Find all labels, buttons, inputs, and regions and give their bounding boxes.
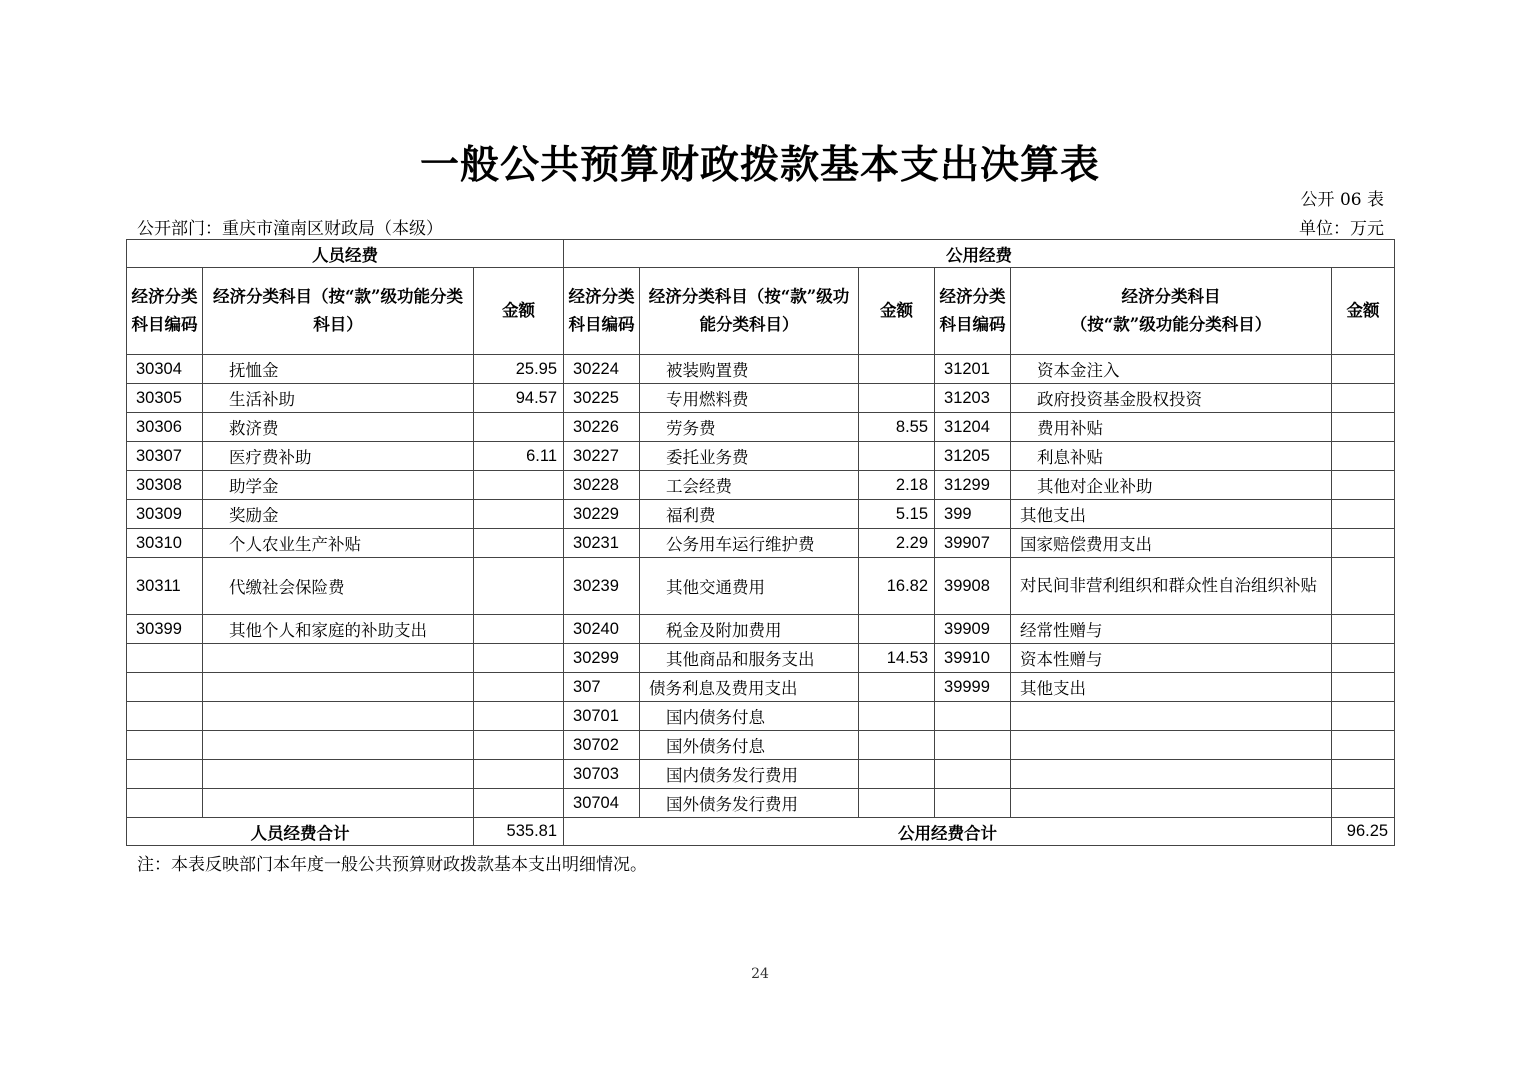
code-personnel xyxy=(127,644,203,673)
item-public: 国内债务发行费用 xyxy=(640,760,859,789)
header-name-line-1: 经济分类科目 xyxy=(1121,287,1221,306)
item-capital xyxy=(1011,789,1332,818)
item-personnel: 医疗费补助 xyxy=(203,442,474,471)
code-capital xyxy=(935,789,1011,818)
personnel-total-label: 人员经费合计 xyxy=(127,818,474,846)
item-public: 税金及附加费用 xyxy=(640,615,859,644)
amount-public: 5.15 xyxy=(859,500,935,529)
form-number: 公开 06 表 xyxy=(1300,190,1384,210)
code-capital: 31204 xyxy=(935,413,1011,442)
code-capital xyxy=(935,760,1011,789)
item-capital xyxy=(1011,731,1332,760)
code-capital: 399 xyxy=(935,500,1011,529)
item-public: 国外债务发行费用 xyxy=(640,789,859,818)
code-personnel: 30305 xyxy=(127,384,203,413)
item-public: 其他交通费用 xyxy=(640,558,859,615)
amount-capital xyxy=(1332,615,1395,644)
code-capital: 39907 xyxy=(935,529,1011,558)
public-total-label: 公用经费合计 xyxy=(564,818,1332,846)
item-capital xyxy=(1011,702,1332,731)
item-public: 委托业务费 xyxy=(640,442,859,471)
header-code: 经济分类科目编码 xyxy=(127,268,203,355)
code-personnel: 30304 xyxy=(127,355,203,384)
amount-capital xyxy=(1332,673,1395,702)
code-public: 307 xyxy=(564,673,640,702)
item-public: 被装购置费 xyxy=(640,355,859,384)
item-personnel: 抚恤金 xyxy=(203,355,474,384)
table-row xyxy=(127,500,1395,529)
amount-personnel: 25.95 xyxy=(474,355,564,384)
table-row xyxy=(127,355,1395,384)
page-title: 一般公共预算财政拨款基本支出决算表 xyxy=(419,142,1100,188)
amount-capital xyxy=(1332,702,1395,731)
department-label: 公开部门：重庆市潼南区财政局（本级） xyxy=(137,219,443,239)
item-personnel: 其他个人和家庭的补助支出 xyxy=(203,615,474,644)
item-personnel xyxy=(203,673,474,702)
amount-capital xyxy=(1332,355,1395,384)
table-row xyxy=(127,442,1395,471)
item-personnel xyxy=(203,789,474,818)
amount-personnel xyxy=(474,558,564,615)
amount-public xyxy=(859,615,935,644)
amount-personnel xyxy=(474,760,564,789)
amount-public xyxy=(859,731,935,760)
code-personnel xyxy=(127,760,203,789)
item-capital: 资本性赠与 xyxy=(1011,644,1332,673)
amount-personnel xyxy=(474,673,564,702)
amount-public xyxy=(859,760,935,789)
table-body xyxy=(127,355,1395,818)
code-public: 30228 xyxy=(564,471,640,500)
item-public: 工会经费 xyxy=(640,471,859,500)
code-personnel: 30307 xyxy=(127,442,203,471)
code-capital xyxy=(935,702,1011,731)
amount-personnel xyxy=(474,789,564,818)
table-row xyxy=(127,644,1395,673)
amount-capital xyxy=(1332,442,1395,471)
item-personnel xyxy=(203,702,474,731)
code-personnel: 30310 xyxy=(127,529,203,558)
code-personnel: 30309 xyxy=(127,500,203,529)
header-name: 经济分类科目（按“款”级功能分类科目） xyxy=(640,268,859,355)
code-capital xyxy=(935,731,1011,760)
header-code: 经济分类科目编码 xyxy=(935,268,1011,355)
header-amount: 金额 xyxy=(859,268,935,355)
amount-public xyxy=(859,355,935,384)
item-capital: 经常性赠与 xyxy=(1011,615,1332,644)
page-number: 24 xyxy=(751,966,769,982)
header-amount: 金额 xyxy=(474,268,564,355)
code-public: 30701 xyxy=(564,702,640,731)
amount-personnel xyxy=(474,615,564,644)
table-row xyxy=(127,615,1395,644)
amount-capital xyxy=(1332,500,1395,529)
amount-capital xyxy=(1332,789,1395,818)
header-name: 经济分类科目（按“款”级功能分类科目） xyxy=(203,268,474,355)
amount-public xyxy=(859,384,935,413)
amount-public: 8.55 xyxy=(859,413,935,442)
amount-capital xyxy=(1332,731,1395,760)
amount-capital xyxy=(1332,529,1395,558)
item-capital: 政府投资基金股权投资 xyxy=(1011,384,1332,413)
amount-public: 2.18 xyxy=(859,471,935,500)
amount-capital xyxy=(1332,558,1395,615)
code-public: 30229 xyxy=(564,500,640,529)
table-row xyxy=(127,384,1395,413)
unit-label: 单位：万元 xyxy=(1299,219,1384,239)
code-public: 30299 xyxy=(564,644,640,673)
code-public: 30703 xyxy=(564,760,640,789)
code-public: 30224 xyxy=(564,355,640,384)
code-capital: 31205 xyxy=(935,442,1011,471)
item-capital: 利息补贴 xyxy=(1011,442,1332,471)
code-capital: 39910 xyxy=(935,644,1011,673)
table-row xyxy=(127,789,1395,818)
amount-capital xyxy=(1332,471,1395,500)
amount-personnel xyxy=(474,413,564,442)
item-personnel xyxy=(203,731,474,760)
amount-public: 14.53 xyxy=(859,644,935,673)
amount-personnel: 6.11 xyxy=(474,442,564,471)
group-personnel: 人员经费 xyxy=(127,240,564,268)
item-personnel: 个人农业生产补贴 xyxy=(203,529,474,558)
item-public: 国外债务付息 xyxy=(640,731,859,760)
item-personnel xyxy=(203,644,474,673)
code-capital: 31203 xyxy=(935,384,1011,413)
amount-personnel xyxy=(474,644,564,673)
amount-public xyxy=(859,673,935,702)
code-public: 30225 xyxy=(564,384,640,413)
table-row xyxy=(127,529,1395,558)
code-public: 30704 xyxy=(564,789,640,818)
item-capital: 其他对企业补助 xyxy=(1011,471,1332,500)
code-personnel xyxy=(127,789,203,818)
code-capital: 39999 xyxy=(935,673,1011,702)
code-public: 30240 xyxy=(564,615,640,644)
code-capital: 31299 xyxy=(935,471,1011,500)
group-public: 公用经费 xyxy=(564,240,1395,268)
item-capital: 其他支出 xyxy=(1011,673,1332,702)
code-public: 30226 xyxy=(564,413,640,442)
item-public: 劳务费 xyxy=(640,413,859,442)
table-row xyxy=(127,760,1395,789)
item-public: 福利费 xyxy=(640,500,859,529)
table-row xyxy=(127,731,1395,760)
amount-personnel xyxy=(474,471,564,500)
table-row xyxy=(127,413,1395,442)
amount-public xyxy=(859,442,935,471)
item-personnel: 助学金 xyxy=(203,471,474,500)
table-row xyxy=(127,673,1395,702)
item-personnel: 代缴社会保险费 xyxy=(203,558,474,615)
personnel-total-value: 535.81 xyxy=(474,818,564,846)
item-capital: 其他支出 xyxy=(1011,500,1332,529)
item-personnel xyxy=(203,760,474,789)
item-public: 专用燃料费 xyxy=(640,384,859,413)
amount-personnel: 94.57 xyxy=(474,384,564,413)
header-name-long xyxy=(1011,268,1332,355)
code-public: 30227 xyxy=(564,442,640,471)
item-personnel: 生活补助 xyxy=(203,384,474,413)
table-row xyxy=(127,558,1395,615)
code-public: 30702 xyxy=(564,731,640,760)
table-row xyxy=(127,702,1395,731)
amount-personnel xyxy=(474,500,564,529)
expenditure-table xyxy=(126,239,1395,846)
code-public: 30239 xyxy=(564,558,640,615)
code-personnel: 30308 xyxy=(127,471,203,500)
code-personnel: 30306 xyxy=(127,413,203,442)
code-capital: 39909 xyxy=(935,615,1011,644)
amount-public: 2.29 xyxy=(859,529,935,558)
item-personnel: 奖励金 xyxy=(203,500,474,529)
code-personnel xyxy=(127,702,203,731)
amount-personnel xyxy=(474,702,564,731)
code-personnel xyxy=(127,673,203,702)
amount-personnel xyxy=(474,529,564,558)
header-code: 经济分类科目编码 xyxy=(564,268,640,355)
item-capital: 对民间非营利组织和群众性自治组织补贴 xyxy=(1011,558,1332,615)
header-name-line-2: （按“款”级功能分类科目） xyxy=(1070,315,1272,334)
amount-public xyxy=(859,702,935,731)
item-public: 债务利息及费用支出 xyxy=(640,673,859,702)
item-public: 其他商品和服务支出 xyxy=(640,644,859,673)
footnote: 注：本表反映部门本年度一般公共预算财政拨款基本支出明细情况。 xyxy=(137,855,647,875)
code-personnel xyxy=(127,731,203,760)
amount-capital xyxy=(1332,384,1395,413)
amount-capital xyxy=(1332,760,1395,789)
amount-capital xyxy=(1332,413,1395,442)
code-personnel: 30399 xyxy=(127,615,203,644)
amount-public xyxy=(859,789,935,818)
amount-capital xyxy=(1332,644,1395,673)
amount-public: 16.82 xyxy=(859,558,935,615)
code-capital: 39908 xyxy=(935,558,1011,615)
code-capital: 31201 xyxy=(935,355,1011,384)
code-public: 30231 xyxy=(564,529,640,558)
item-public: 公务用车运行维护费 xyxy=(640,529,859,558)
amount-personnel xyxy=(474,731,564,760)
item-public: 国内债务付息 xyxy=(640,702,859,731)
item-capital: 国家赔偿费用支出 xyxy=(1011,529,1332,558)
item-capital xyxy=(1011,760,1332,789)
item-capital: 费用补贴 xyxy=(1011,413,1332,442)
header-amount: 金额 xyxy=(1332,268,1395,355)
public-total-value: 96.25 xyxy=(1332,818,1395,846)
item-capital: 资本金注入 xyxy=(1011,355,1332,384)
code-personnel: 30311 xyxy=(127,558,203,615)
item-personnel: 救济费 xyxy=(203,413,474,442)
table-row xyxy=(127,471,1395,500)
